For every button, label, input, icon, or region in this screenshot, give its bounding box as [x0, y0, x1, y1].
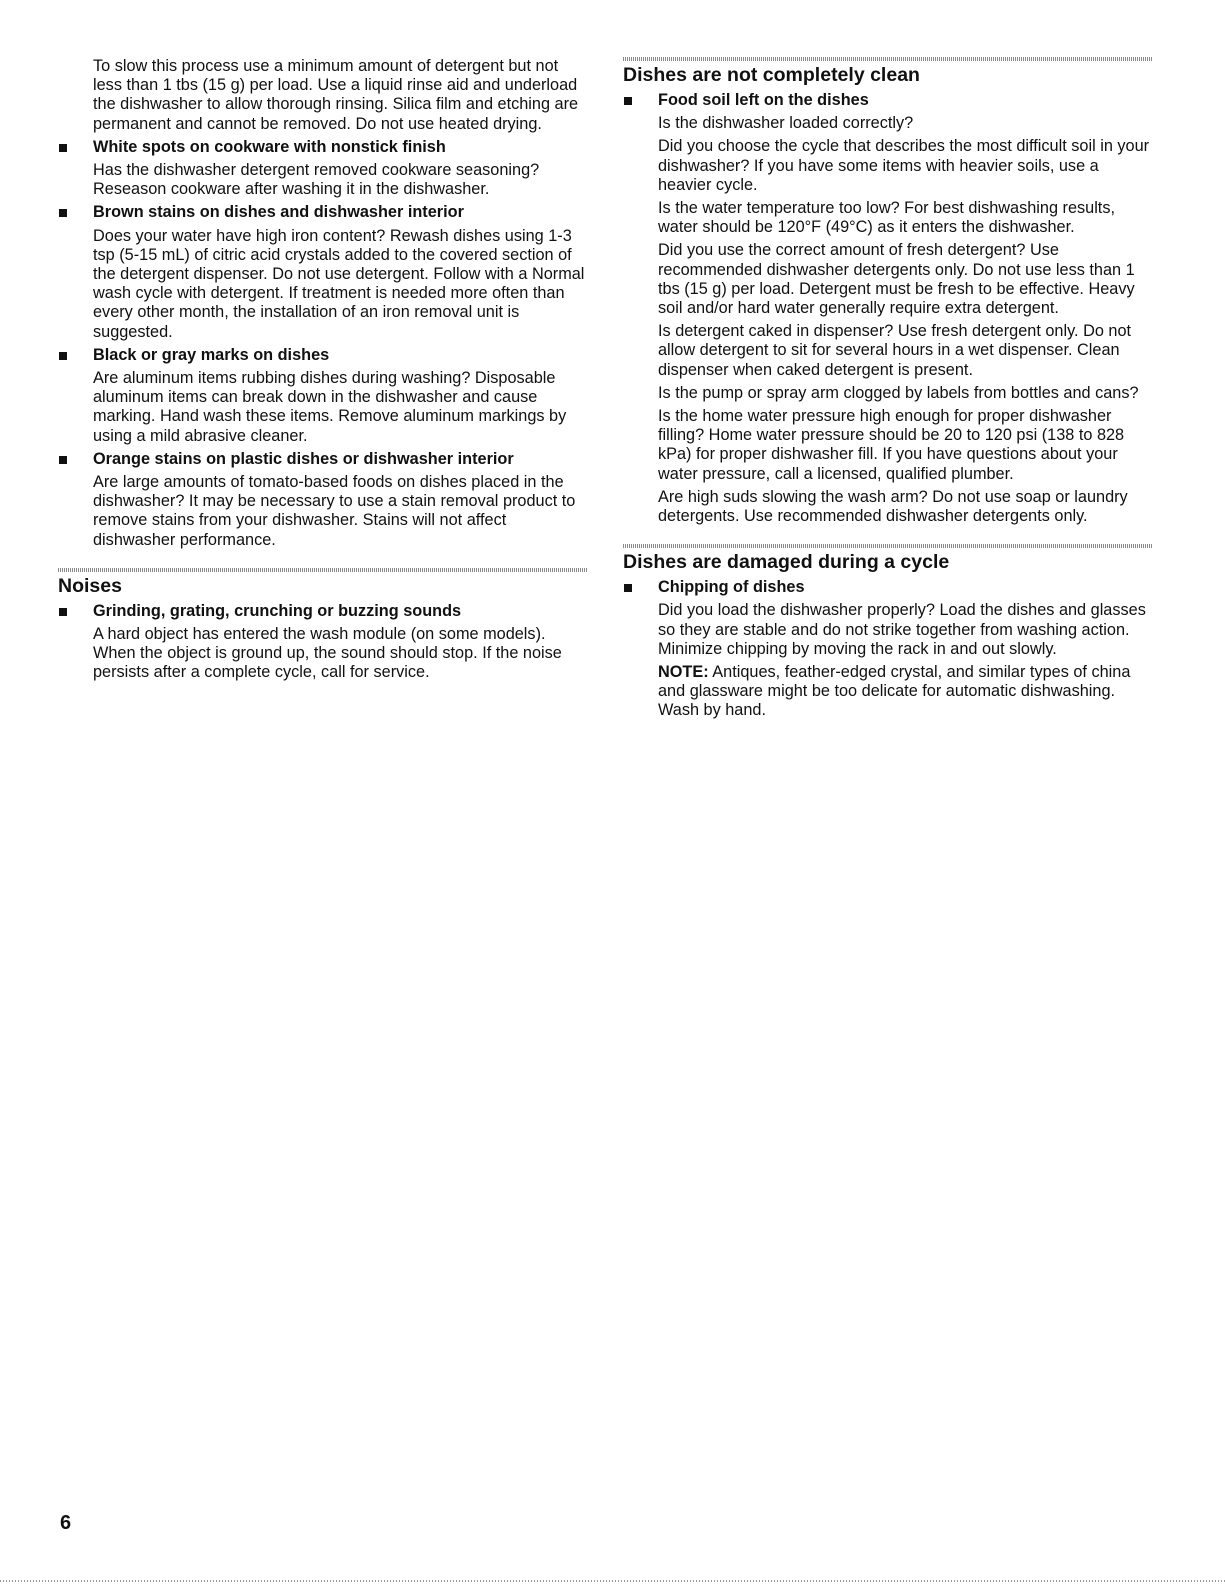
bullet-icon — [59, 608, 67, 616]
question-paragraph: Are high suds slowing the wash arm? Do not use soap or laundry detergents. Use recommended dishwasher detergents only. — [658, 487, 1128, 526]
question-paragraph: Is detergent caked in dispenser? Use fresh detergent only. Do not allow detergent to sit for several hours in a wet dispenser. Clean dispenser when caked detergent is present. — [658, 322, 1132, 379]
section-heading-damaged: Dishes are damaged during a cycle — [623, 551, 950, 574]
page-number: 6 — [60, 1512, 72, 1534]
list-item — [58, 203, 588, 341]
item-title: Brown stains on dishes and dishwasher interior — [93, 203, 464, 222]
question-paragraph: Is the pump or spray arm clogged by labels from bottles and cans? — [658, 383, 1139, 402]
section-divider — [58, 568, 588, 572]
item-title: Black or gray marks on dishes — [93, 345, 330, 364]
left-column — [58, 57, 588, 687]
bullet-icon — [59, 209, 67, 217]
note-paragraph — [623, 663, 1153, 721]
bullet-icon — [59, 456, 67, 464]
bullet-icon — [59, 352, 67, 360]
item-text: Has the dishwasher detergent removed cookware seasoning? Reseason cookware after washing it in the dishwasher. — [93, 161, 540, 199]
item-title: Chipping of dishes — [658, 578, 805, 597]
item-title: Orange stains on plastic dishes or dishwasher interior — [93, 449, 514, 468]
item-text: Did you load the dishwasher properly? Load the dishes and glasses so they are stable and do not strike together from washing action. Minimize chipping by moving the rack in and out slowly. — [658, 601, 1146, 658]
item-text: Does your water have high iron content? Rewash dishes using 1-3 tsp (5-15 mL) of citric acid crystals added to the covered section of the detergent dispenser. Do not use detergent. Follow with a Normal wash cycle with detergent. If treatment is needed more often than every other month, the installation of an iron removal unit is suggested. — [93, 226, 585, 341]
item-title: Grinding, grating, crunching or buzzing sounds — [93, 601, 462, 620]
item-text: A hard object has entered the wash module (on some models). When the object is ground up, the sound should stop. If the noise persists after a complete cycle, call for service. — [93, 625, 562, 682]
note-label: NOTE: — [658, 663, 709, 682]
bullet-icon — [624, 584, 632, 592]
item-title: Food soil left on the dishes — [658, 91, 869, 109]
section-divider — [623, 57, 1153, 61]
question-paragraph: Did you choose the cycle that describes the most difficult soil in your dishwasher? If you have some items with heavier soils, use a heavier cycle. — [658, 137, 1150, 194]
intro-paragraph: To slow this process use a minimum amount of detergent but not less than 1 tbs (15 g) per load. Use a liquid rinse aid and underload the dishwasher to allow thorough rinsing. Silica film and etching are permanent and cannot be removed. Do not use heated drying. — [93, 57, 579, 133]
question-paragraph: Is the water temperature too low? For best dishwashing results, water should be 120°F (49°C) as it enters the dishwasher. — [658, 199, 1115, 237]
item-text: Are large amounts of tomato-based foods on dishes placed in the dishwasher? It may be necessary to use a stain removal product to remove stains from your dishwasher. Stains will not affect dishwasher performance. — [93, 473, 576, 549]
bottom-divider — [0, 1580, 1225, 1582]
item-text: Are aluminum items rubbing dishes during washing? Disposable aluminum items can break down in the dishwasher and cause marking. Hand wash these items. Remove aluminum markings by using a mild abrasive cleaner. — [93, 369, 567, 445]
bullet-icon — [59, 144, 67, 152]
list-item — [58, 450, 588, 550]
right-column — [623, 57, 1153, 725]
note-text: Antiques, feather-edged crystal, and similar types of china and glassware might be too delicate for automatic dishwashing. Wash by hand. — [658, 663, 1131, 720]
list-item — [58, 138, 588, 200]
list-item — [58, 602, 588, 683]
item-title: White spots on cookware with nonstick finish — [93, 137, 446, 156]
question-paragraph: Is the dishwasher loaded correctly? — [658, 114, 914, 133]
section-divider — [623, 544, 1153, 548]
list-item — [623, 578, 1153, 720]
section-heading-not-clean: Dishes are not completely clean — [623, 64, 920, 86]
list-item — [623, 91, 1153, 526]
bullet-icon — [624, 97, 632, 105]
question-paragraph: Did you use the correct amount of fresh detergent? Use recommended dishwasher detergents only. Do not use less than 1 tbs (15 g) per load. Detergent must be fresh to be effective. Heavy soil and/or hard water generally require extra detergent. — [658, 241, 1135, 318]
list-item — [58, 346, 588, 446]
section-heading-noises: Noises — [58, 574, 122, 597]
question-paragraph: Is the home water pressure high enough for proper dishwasher filling? Home water pressure should be 20 to 120 psi (138 to 828 kPa) for proper dishwasher fill. If you have questions about your water pressure, call a licensed, qualified plumber. — [658, 407, 1125, 483]
